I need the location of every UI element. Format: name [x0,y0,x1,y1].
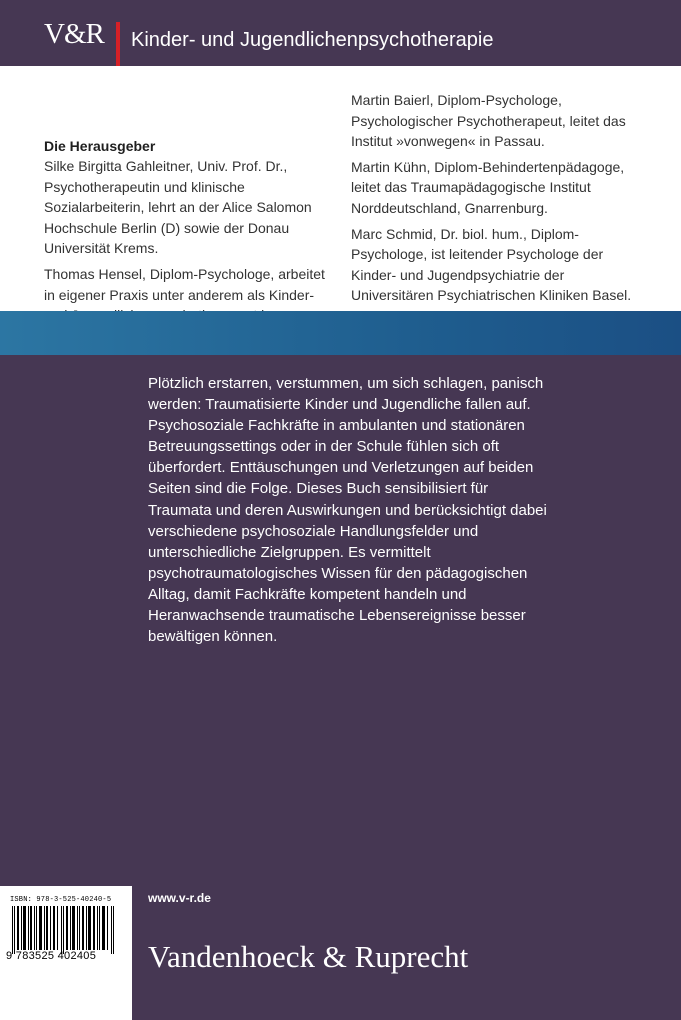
publisher-name: Vandenhoeck & Ruprecht [148,939,469,974]
website-link[interactable]: www.v-r.de [148,891,211,905]
logo-divider [116,22,120,72]
publisher-logo: V&R [44,18,104,50]
book-blurb: Plötzlich erstarren, verstummen, um sich schlagen, panisch werden: Traumatisierte Kinder und Jugendliche fallen auf. Psychosoziale Fachkräfte in ambulanten und stationären Betreuungssettings oder in der Schule fühlen sich oft überfordert. Enttäuschungen und Verletzungen auf beiden Seiten sind die Folge. Dieses Buch sensibilisiert für Traumata und deren Auswirkungen und berücksichtigt dabei verschiedene psychosoziale Handlungsfelder und unterschiedliche Zielgruppen. Es vermittelt psychotraumatologisches Wissen für den pädagogischen Alltag, damit Fachkräfte kompetent handeln und Heranwachsende traumatische Lebensereignisse besser bewältigen können. [148,375,547,646]
series-title: Kinder- und Jugendlichenpsychotherapie [131,29,494,51]
editors-heading: Die Herausgeber [44,138,156,154]
barcode-icon [12,906,115,954]
editors-right-column [351,90,636,311]
editor-bio: Marc Schmid, Dr. biol. hum., Diplom-Psychologe, ist leitender Psychologe der Kinder- und Jugendpsychiatrie der Universitären Psychiatrischen Kliniken Basel. [351,225,632,304]
editor-bio: Martin Baierl, Diplom-Psychologe, Psychologischer Psychotherapeut, leitet das Institut »vonwegen« in Passau. [351,92,626,150]
header-bar [0,0,681,66]
editor-bio: Thomas Hensel, Diplom-Psychologe, arbeitet in eigener Praxis unter anderem als Kinder- [44,265,325,303]
ean-number: 9 783525 402405 [6,950,97,962]
editor-bio: Martin Kühn, Diplom-Behindertenpädagoge, leitet das Traumapädagogische Institut Norddeutschland, Gnarrenburg. [351,158,625,216]
decorative-band [0,311,681,355]
editors-panel [0,66,681,311]
editor-bio: Silke Birgitta Gahleitner, Univ. Prof. Dr., Psychotherapeutin und klinische Sozialarbeiterin, lehrt an der Alice Salomon Hochschule Berlin (D) sowie der Donau Universität Krems. [44,158,312,257]
isbn-label: ISBN: 978-3-525-40240-5 [10,896,112,904]
